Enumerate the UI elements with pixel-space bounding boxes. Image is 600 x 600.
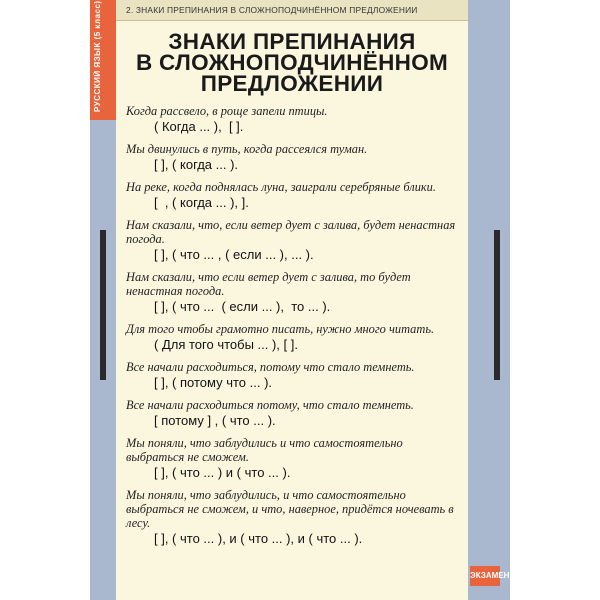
example-sentence: Мы поняли, что заблудились, и что самостоятельно выбраться не сможем, и что, наверное, придётся ночевать в лесу.: [126, 488, 454, 530]
content-panel: [116, 0, 468, 600]
example-sentence: Нам сказали, что, если ветер дует с залива, будет ненастная погода.: [126, 218, 456, 246]
left-side-strip: [100, 230, 106, 380]
example-sentence: Мы двинулись в путь, когда рассеялся туман.: [126, 142, 368, 156]
example-scheme: [ потому ] , ( что ... ).: [154, 413, 276, 428]
example-item: [126, 218, 456, 263]
example-scheme: [ ], ( что ... ) и ( что ... ).: [154, 465, 291, 480]
example-scheme: [ ], ( потому что ... ).: [154, 375, 273, 390]
right-side-strip: [494, 230, 500, 380]
example-scheme: ( Для того чтобы ... ), [ ].: [154, 337, 298, 352]
example-item: [126, 360, 456, 391]
publisher-logo: ЭКЗАМЕН: [470, 566, 500, 586]
example-item: [126, 398, 456, 429]
examples-list: [126, 104, 456, 554]
subject-label: РУССКИЙ ЯЗЫК (5 класс): [93, 0, 102, 112]
example-item: [126, 436, 456, 481]
example-sentence: Для того чтобы грамотно писать, нужно много читать.: [126, 322, 435, 336]
example-item: [126, 270, 456, 315]
example-scheme: [ ], ( что ... ), и ( что ... ), и ( что ... ).: [154, 531, 363, 546]
poster-title: [116, 31, 468, 94]
example-sentence: Нам сказали, что если ветер дует с залива, то будет ненастная погода.: [126, 270, 411, 298]
example-item: [126, 322, 456, 353]
example-item: [126, 180, 456, 211]
example-scheme: [ ], ( что ... , ( если ... ), ... ).: [154, 247, 314, 262]
poster: [90, 0, 510, 600]
title-line-3: ПРЕДЛОЖЕНИИ: [200, 71, 384, 96]
example-sentence: Когда рассвело, в роще запели птицы.: [126, 104, 328, 118]
example-sentence: Все начали расходиться, потому что стало темнеть.: [126, 360, 415, 374]
subject-band: [90, 0, 116, 120]
example-item: [126, 104, 456, 135]
example-scheme: [ , ( когда ... ), ].: [154, 195, 249, 210]
title-line-1: ЗНАКИ ПРЕПИНАНИЯ: [168, 29, 416, 54]
example-sentence: Мы поняли, что заблудились и что самостоятельно выбраться не сможем.: [126, 436, 403, 464]
example-sentence: На реке, когда поднялась луна, заиграли серебряные блики.: [126, 180, 436, 194]
example-scheme: ( Когда ... ), [ ].: [154, 119, 244, 134]
title-line-2: В СЛОЖНОПОДЧИНЁННОМ: [135, 50, 449, 75]
example-item: [126, 142, 456, 173]
example-sentence: Все начали расходиться потому, что стало темнеть.: [126, 398, 414, 412]
poster-header: 2. ЗНАКИ ПРЕПИНАНИЯ В СЛОЖНОПОДЧИНЁННОМ ПРЕДЛОЖЕНИИ: [116, 0, 468, 21]
example-scheme: [ ], ( что ... ( если ... ), то ... ).: [154, 299, 331, 314]
example-item: [126, 488, 456, 547]
example-scheme: [ ], ( когда ... ).: [154, 157, 239, 172]
